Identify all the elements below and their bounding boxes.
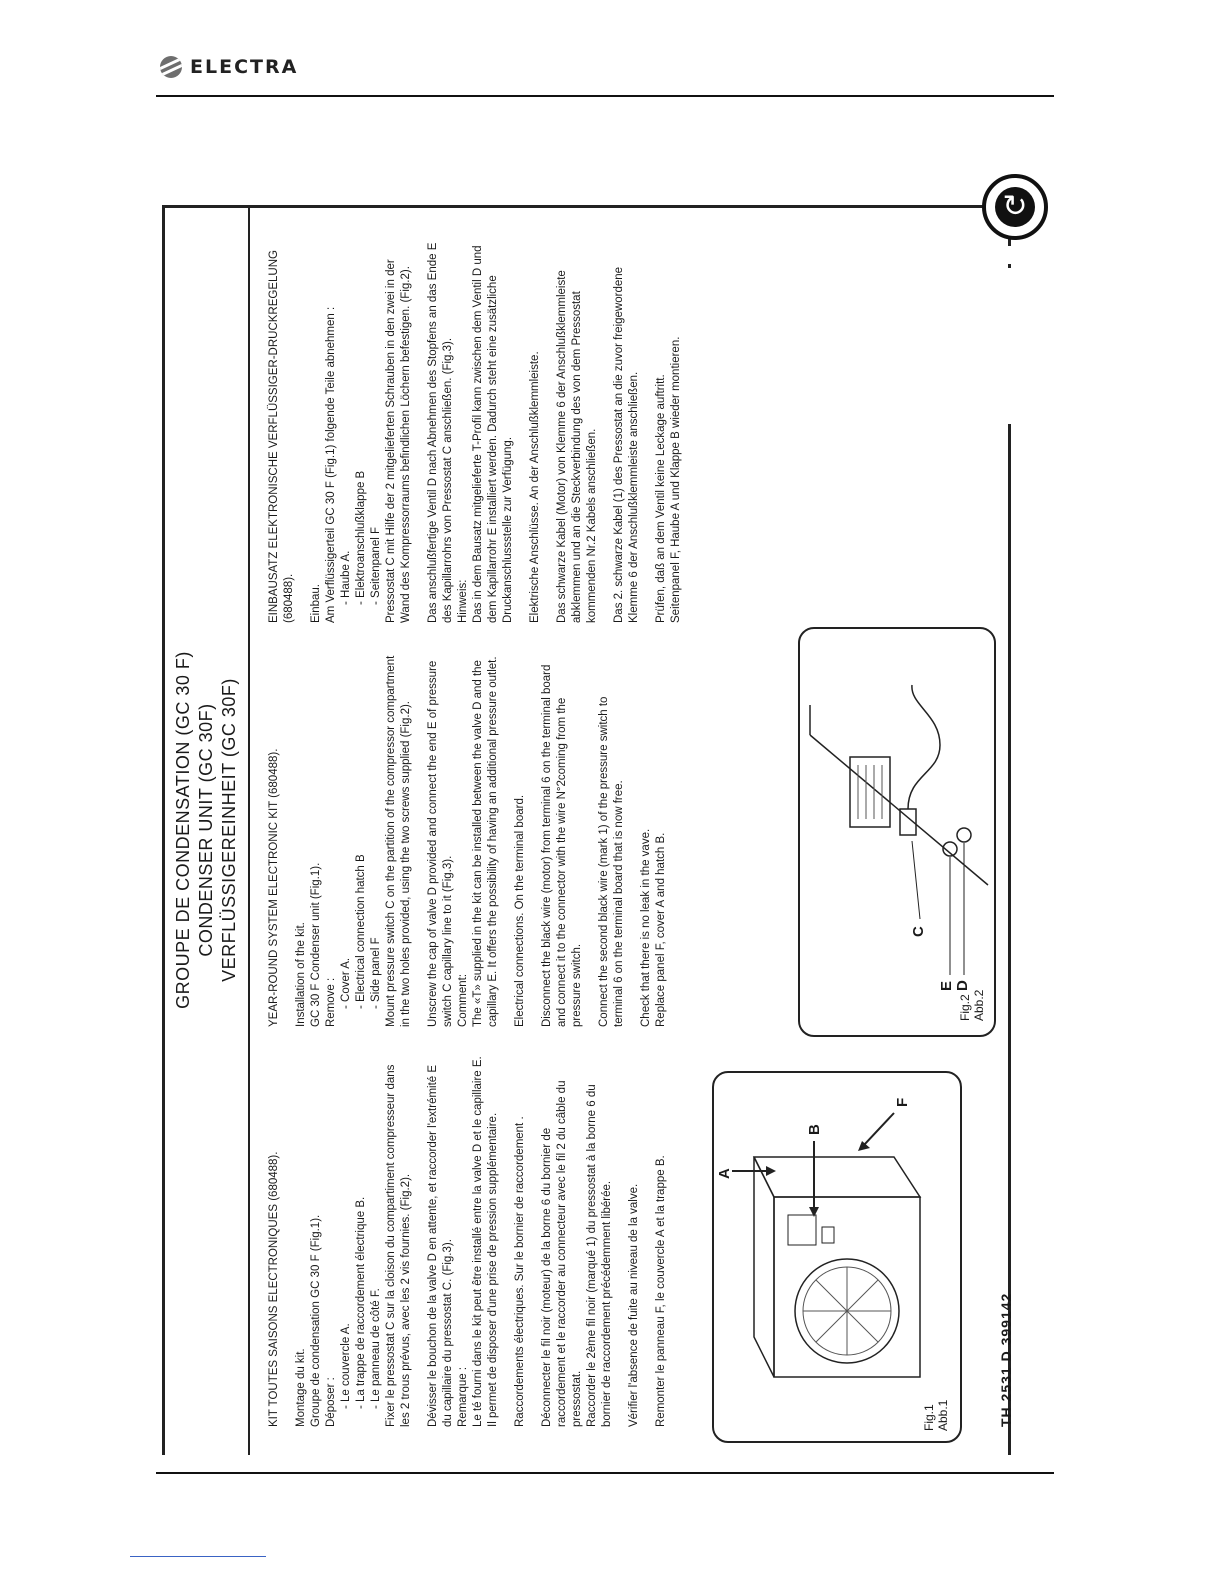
fig2-label: Fig.2 Abb.2 (958, 989, 986, 1021)
electra-logo-icon (160, 56, 182, 78)
document-title (172, 205, 241, 1455)
fig2-callout-e: E (938, 980, 955, 991)
french-heading: KIT TOUTES SAISONS ELECTRONIQUES (680488). (268, 1151, 280, 1427)
rotated-instruction-sheet (162, 205, 1014, 1455)
document-code: TH 2531 D 399142 (998, 1292, 1014, 1427)
fig2-callout-d: D (954, 980, 971, 991)
fig1-callout-b: B (806, 1124, 823, 1135)
pressure-switch-illustration (800, 629, 994, 1035)
title-rule (248, 205, 250, 1455)
footer-rule (156, 1472, 1054, 1474)
recycle-icon: ↻ (982, 174, 1048, 240)
footer-link-underline (130, 1556, 266, 1557)
fig1-callout-f: F (894, 1097, 911, 1107)
brand-name: ELECTRA (190, 56, 299, 78)
fig1-callout-a: A (716, 1168, 733, 1179)
title-german: VERFLÜSSIGEREINHEIT (GC 30F) (219, 678, 239, 982)
header-rule (156, 95, 1054, 97)
fig2-callout-c: C (910, 926, 927, 937)
figure-1 (712, 1071, 962, 1443)
brand-logo (160, 56, 298, 78)
figure-2 (798, 627, 996, 1037)
title-french: GROUPE DE CONDENSATION (GC 30 F) (173, 651, 193, 1009)
german-heading: EINBAUSATZ ELEKTRONISCHE VERFLÜSSIGER-DRUCKREGELUNG (680488). (268, 250, 295, 623)
fig1-label: Fig.1 Abb.1 (922, 1399, 950, 1431)
english-heading: YEAR-ROUND SYSTEM ELECTRONIC KIT (680488). (268, 748, 280, 1027)
title-english: CONDENSER UNIT (GC 30F) (196, 703, 216, 957)
french-column: KIT TOUTES SAISONS ELECTRONIQUES (680488). Montage du kit. Groupe de condensation GC 30 F (Fig.1). Déposer : - Le couvercle A. - La trappe de raccordement électrique B. - Le panneau de côté F. Fixer le pressostat C sur la cloison du compartiment compresseur dans les 2 trous prévus, avec les 2 vis fournies. (Fig.2). Dévisser le bouchon de la valve D en attente, et raccorder l'extrémité E du capillaire du pressostat C. (Fig.3). Remarque : Le té fourni dans le kit peut être installé entre la valve D et le capillaire E. Il permet de disposer d'une prise de pression supplémentaire. Raccordements électriques. Sur le bornier de raccordement . Déconnecter le fil noir (moteur) de la borne 6 du bornier de raccordement et le raccorder au connecteur avec le fil 2 du câble du pressostat. Raccorder le 2ème fil noir (marqué 1) du pressostat à la borne 6 du bornier de raccordement précédemment libérée. Vérifier l'absence de fuite au niveau de la valve. Remonter le panneau F, le couvercle A et la trappe B. (268, 1056, 667, 1427)
condenser-unit-illustration (714, 1073, 960, 1441)
german-column: EINBAUSATZ ELEKTRONISCHE VERFLÜSSIGER-DRUCKREGELUNG (680488). Einbau. Am Verflüssigerteil GC 30 F (Fig.1) folgende Teile abnehmen : - Haube A. - Elektroanschlußklappe B - Seitenpanel F Pressostat C mit Hilfe der 2 mitgelieferten Schrauben in den zwei in der Wand des Kompressorraums befindlichen Löchern befestigen. (Fig.2). Das anschlußfertige Ventil D nach Abnehmen des Stopfens an das Ende E des Kapillarrohrs von Pressostat C anschließen. (Fig.3). Hinweis: Das in dem Bausatz mitgelieferte T-Profil kann zwischen dem Ventil D und dem Kapillarrohr E installiert werden. Dadurch steht eine zusätzliche Druckanschlussstelle zur Verfügung. Elektrische Anschlüsse. An der Anschlußklemmleiste. Das schwarze Kabel (Motor) von Klemme 6 der Anschlußklemmleiste abklemmen und an die Steckverbindung des von dem Pressostat kommenden Nr.2 Kabels anschließen. Das 2. schwarze Kabel (1) des Pressostat an die zuvor freigewordene Klemme 6 der Anschlußklemmleiste anschließen. Prüfen, daß an dem Ventil keine Leckage auftritt. Seitenpanel F, Haube A und Klappe B wieder montieren. (267, 235, 696, 623)
english-column: YEAR-ROUND SYSTEM ELECTRONIC KIT (680488). Installation of the kit. GC 30 F Condenser unit (Fig.1). Remove : - Cover A. - Electrical connection hatch B - Side panel F Mount pressure switch C on the partition of the compressor compartment in the two holes provided, using the two screws supplied (Fig.2). Unscrew the cap of valve D provided and connect the end E of pressure switch C capillary line to it (Fig.3). Comment: The «T» supplied in the kit can be installed between the valve D and the capillary E. It offers the possibility of having an additional pressure outlet. Electrical connections. On the terminal board. Disconnect the black wire (motor) from terminal 6 on the terminal board and connect it to the connector with the wire N°2coming from the pressure switch. Connect the second black wire (mark 1) of the pressure switch to terminal 6 on the terminal board that is now free. Check that there is no leak in the vave. Replace panel F, cover A and hatch B. (267, 653, 681, 1027)
